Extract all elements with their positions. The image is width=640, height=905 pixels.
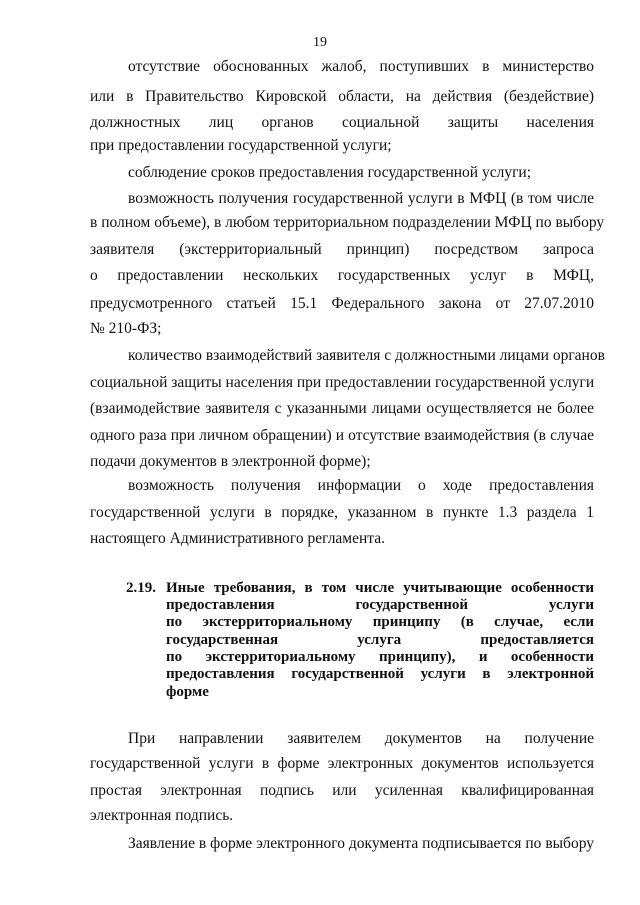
text-line: соблюдение сроков предоставления государственной услуги;	[128, 164, 532, 181]
text-line: социальной защиты населения при предоставлении государственной услуги	[90, 374, 595, 391]
section-heading-line: форме	[166, 684, 209, 700]
text-line: о предоставлении нескольких государственных услуг в МФЦ,	[90, 267, 594, 284]
text-line: возможность получения государственной услуги в МФЦ (в том числе	[128, 190, 594, 207]
text-line: (взаимодействие заявителя с указанными лицами осуществляется не более	[90, 400, 594, 417]
text-line: должностных лиц органов социальной защиты населения	[90, 114, 594, 131]
text-line: количество взаимодействий заявителя с должностными лицами органов	[128, 347, 605, 364]
text-line: подачи документов в электронной форме);	[90, 453, 371, 470]
text-line: № 210-ФЗ;	[90, 320, 162, 337]
text-line: При направлении заявителем документов на получение	[128, 730, 594, 747]
section-heading-line: по экстерриториальному принципу (в случае, если	[166, 614, 594, 630]
text-line: отсутствие обоснованных жалоб, поступивших в министерство	[128, 58, 594, 75]
section-heading-line: предоставления государственной услуги	[166, 597, 594, 613]
text-line: заявителя (экстерриториальный принцип) посредством запроса	[90, 241, 594, 258]
section-number: 2.19.	[126, 580, 156, 596]
text-line: при предоставлении государственной услуги;	[90, 137, 392, 154]
text-line: государственной услуги в форме электронных документов используется	[90, 755, 594, 772]
text-line: электронная подпись.	[90, 807, 234, 824]
text-line: одного раза при личном обращении) и отсутствие взаимодействия (в случае	[90, 427, 594, 444]
text-line: или в Правительство Кировской области, на действия (бездействие)	[90, 88, 594, 105]
section-heading-line: предоставления государственной услуги в электронной	[166, 666, 594, 682]
text-line: простая электронная подпись или усиленная квалифицированная	[90, 782, 594, 799]
text-line: государственной услуги в порядке, указанном в пункте 1.3 раздела 1	[90, 504, 594, 521]
section-heading-line: Иные требования, в том числе учитывающие особенности	[166, 580, 594, 596]
text-line: Заявление в форме электронного документа подписывается по выбору	[128, 835, 594, 852]
section-heading-line: государственная услуга предоставляется	[166, 632, 594, 648]
text-line: возможность получения информации о ходе предоставления	[128, 477, 594, 494]
page-number: 19	[313, 35, 327, 50]
text-line: в полном объеме), в любом территориальном подразделении МФЦ по выбору	[90, 214, 605, 231]
section-heading-line: по экстерриториальному принципу), и особенности	[166, 649, 594, 665]
text-line: предусмотренного статьей 15.1 Федерального закона от 27.07.2010	[90, 295, 594, 312]
text-line: настоящего Административного регламента.	[90, 530, 386, 547]
